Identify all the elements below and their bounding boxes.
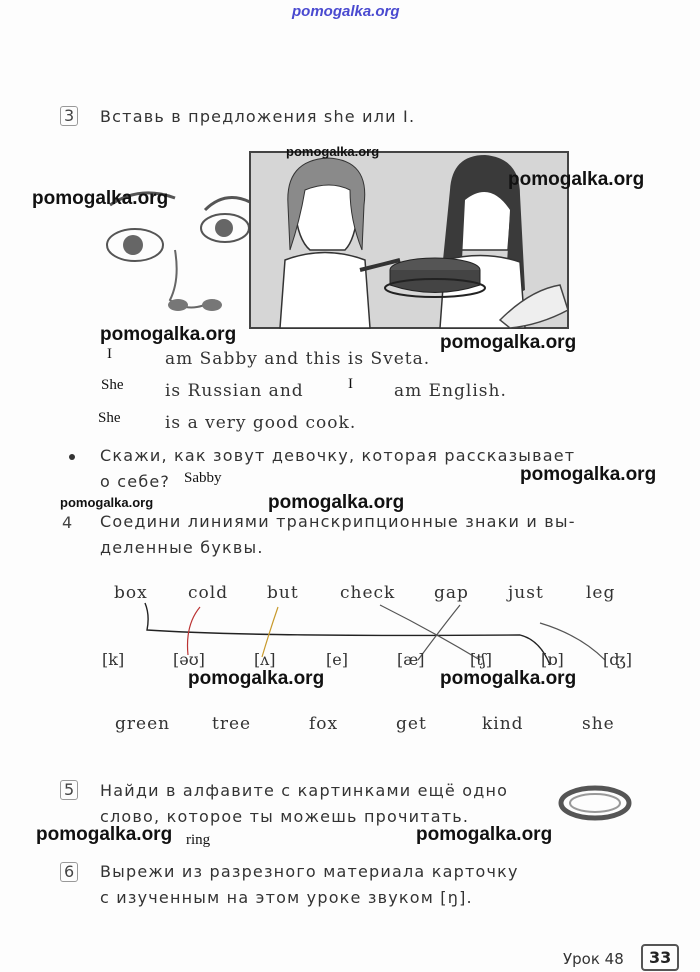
word-box: box <box>114 583 148 603</box>
sentence-line-1: am Sabby and this is Sveta. <box>165 349 431 369</box>
word-gap: gap <box>434 583 469 603</box>
exercise-6-number: 6 <box>60 862 78 882</box>
watermark-label: pomogalka.org <box>188 668 325 689</box>
answer-line-2: She <box>101 377 124 393</box>
sentence-line-3: is a very good cook. <box>165 413 357 433</box>
sentence-line-2-b: am English. <box>394 381 507 401</box>
word-tree: tree <box>212 714 252 734</box>
symbol-k: [k] <box>102 650 125 669</box>
exercise-5-task-line-1: Найди в алфавите с картинками ещё одно <box>100 781 509 800</box>
question-line-2: о себе? <box>100 472 171 491</box>
word-just: just <box>508 583 544 603</box>
word-she: she <box>582 714 615 734</box>
bullet <box>69 454 75 460</box>
exercise-5-number: 5 <box>60 780 78 800</box>
word-but: but <box>267 583 299 603</box>
exercise-6-task-line-1: Вырежи из разрезного материала карточку <box>100 862 519 881</box>
answer-line-3: She <box>98 410 121 426</box>
sentence-line-2-a: is Russian and <box>165 381 304 401</box>
watermark-label: pomogalka.org <box>440 668 577 689</box>
illustration-girls-cake <box>100 150 570 330</box>
watermark-label: pomogalka.org <box>520 464 657 485</box>
exercise-6-task-line-2: с изученным на этом уроке звуком [ŋ]. <box>100 888 473 907</box>
exercise-4-task-line-1: Соедини линиями транскрипционные знаки и вы- <box>100 512 576 531</box>
answer-line-2-b: I <box>348 376 353 392</box>
symbol-o: [ɒ] <box>541 650 564 669</box>
watermark-label: pomogalka.org <box>508 169 645 190</box>
exercise-4-number: 4 <box>62 513 73 532</box>
exercise-3-number: 3 <box>60 106 78 126</box>
exercise-3-task: Вставь в предложения she или I. <box>100 107 416 126</box>
symbol-dzh: [ʤ] <box>603 650 633 669</box>
exercise-4-task-line-2: деленные буквы. <box>100 538 264 557</box>
word-kind: kind <box>482 714 524 734</box>
watermark-label: pomogalka.org <box>440 332 577 353</box>
watermark-label: pomogalka.org <box>268 492 405 513</box>
watermark-label: pomogalka.org <box>32 188 169 209</box>
exercise-5-task-line-2: слово, которое ты можешь прочитать. <box>100 807 470 826</box>
word-cold: cold <box>188 583 229 603</box>
page-number: 33 <box>641 944 679 971</box>
ring-picture <box>555 778 635 828</box>
lesson-label: Урок 48 <box>563 950 624 968</box>
symbol-ou: [əʊ] <box>173 650 205 669</box>
symbol-wedge: [ʌ] <box>254 650 276 669</box>
watermark-label: pomogalka.org <box>36 824 173 845</box>
question-answer: Sabby <box>184 470 222 486</box>
watermark-label: pomogalka.org <box>100 324 237 345</box>
symbol-e: [e] <box>326 650 348 669</box>
watermark-label: pomogalka.org <box>60 495 154 510</box>
watermark-top: pomogalka.org <box>292 3 400 20</box>
symbol-ch: [ʧ] <box>470 650 493 669</box>
symbol-ae: [æ] <box>397 650 425 669</box>
answer-line-1: I <box>107 346 112 362</box>
word-get: get <box>396 714 427 734</box>
watermark-label: pomogalka.org <box>286 144 380 159</box>
word-green: green <box>115 714 171 734</box>
word-fox: fox <box>309 714 339 734</box>
question-line-1: Скажи, как зовут девочку, которая рассказывает <box>100 446 576 465</box>
word-check: check <box>340 583 396 603</box>
watermark-label: pomogalka.org <box>416 824 553 845</box>
word-leg: leg <box>586 583 616 603</box>
exercise-5-answer: ring <box>186 832 211 848</box>
